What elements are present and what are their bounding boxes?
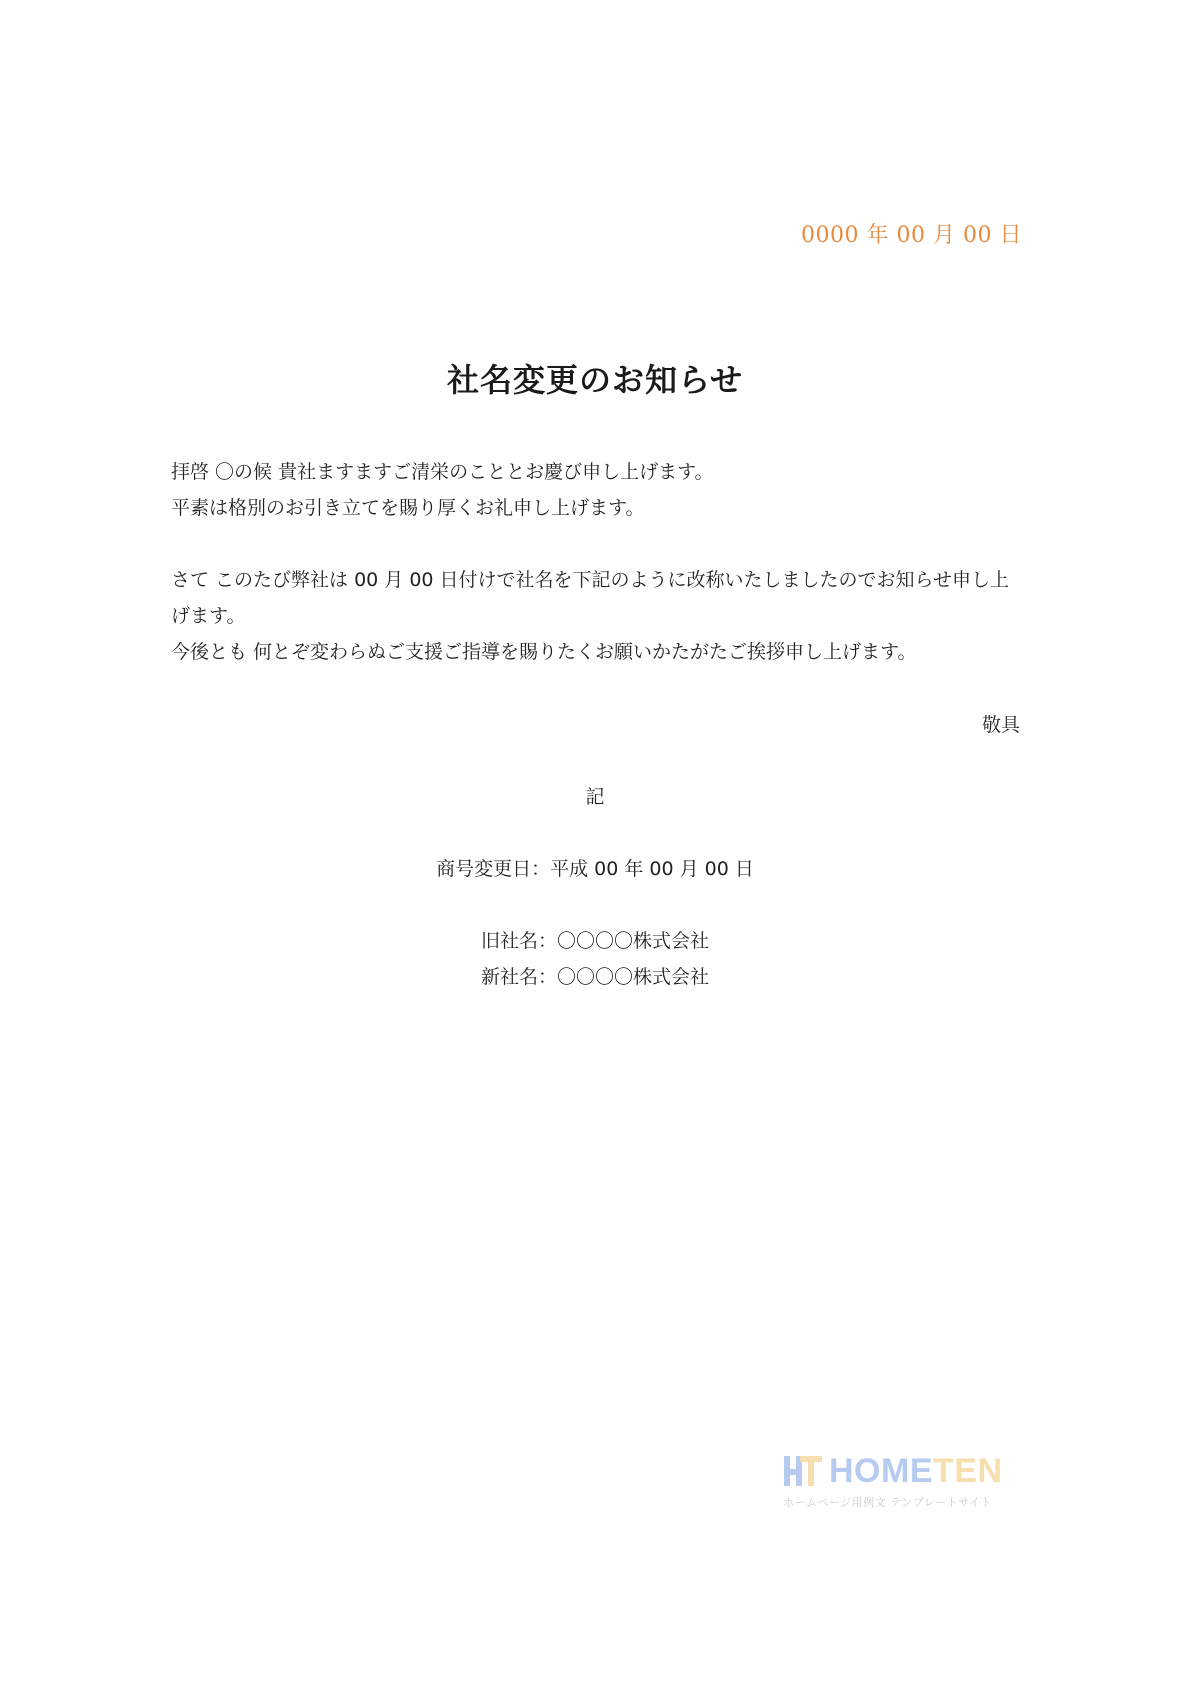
document-date: 0000 年 00 月 00 日 (801, 223, 1022, 248)
greeting-line-1: 拝啓 〇の候 貴社ますますご清栄のこととお慶び申し上げます。 (171, 461, 714, 483)
change-date-line: 商号変更日：平成 00 年 00 月 00 日 (436, 858, 754, 880)
hometen-wordmark (829, 1452, 1003, 1490)
wordmark-ten: TEN (933, 1452, 1003, 1490)
greeting-paragraph (171, 454, 1021, 526)
main-line-2: 今後とも 何とぞ変わらぬご支援ご指導を賜りたくお願いかたがたご挨拶申し上げます。 (171, 641, 917, 663)
closing-word: 敬具 (981, 714, 1020, 736)
hometen-mark-icon (783, 1454, 823, 1488)
document-title: 社名変更のお知らせ (446, 361, 744, 399)
main-line-1: さて このたび弊社は 00 月 00 日付けで社名を下記のように改称いたしましたのでお知らせ申し上げます。 (171, 569, 1009, 627)
hometen-watermark-logo (783, 1452, 1013, 1510)
old-company-name: 旧社名：〇〇〇〇株式会社 (480, 930, 709, 952)
hometen-tagline: ホームページ用例文 テンプレートサイト (783, 1496, 993, 1509)
greeting-line-2: 平素は格別のお引き立てを賜り厚くお礼申し上げます。 (171, 497, 645, 519)
wordmark-home: HOME (829, 1452, 933, 1490)
main-paragraph (171, 562, 1021, 670)
new-company-name: 新社名：〇〇〇〇株式会社 (480, 966, 709, 988)
ki-heading: 記 (585, 786, 605, 808)
